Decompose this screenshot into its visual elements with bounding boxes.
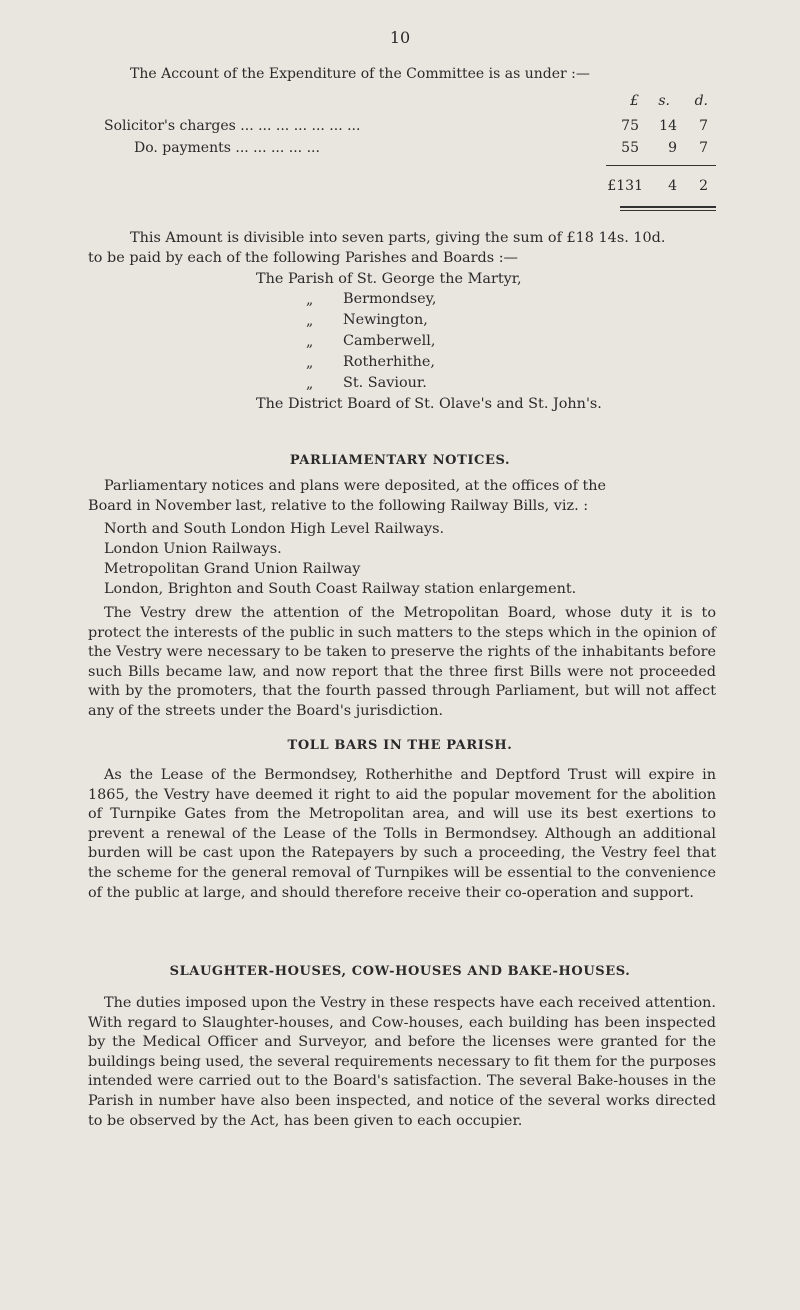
shillings-header: s.: [658, 93, 670, 109]
section-heading-toll-bars: TOLL BARS IN THE PARISH.: [287, 738, 513, 753]
parliamentary-text-line: Board in November last, relative to the following Railway Bills, viz. :: [88, 498, 589, 514]
ditto-mark: „: [306, 355, 314, 371]
expense-shillings: 9: [668, 140, 677, 156]
parish-item: The Parish of St. George the Martyr,: [256, 271, 522, 287]
expense-shillings: 14: [659, 118, 677, 134]
division-text-line: to be paid by each of the following Parishes and Boards :—: [88, 250, 518, 266]
page-number: 10: [389, 28, 411, 47]
expense-pounds: 75: [621, 118, 639, 134]
section-heading-parliamentary: PARLIAMENTARY NOTICES.: [289, 453, 511, 468]
parliamentary-paragraph: [88, 604, 716, 722]
money-headers: [0, 93, 800, 113]
parliamentary-text-line: Parliamentary notices and plans were deposited, at the offices of the: [104, 478, 607, 494]
expense-pence: 7: [699, 118, 708, 134]
parish-item: Camberwell,: [343, 333, 436, 349]
expense-row: [0, 118, 800, 138]
total-double-rule-bottom: [620, 210, 716, 211]
total-pence: 2: [699, 178, 708, 194]
expense-label: Do. payments ... ... ... ... ...: [134, 140, 320, 156]
paragraph-text: The Vestry drew the attention of the Metropolitan Board, whose duty it is to protect the interests of the public in such matters to the steps which in the opinion of the Vestry were necessary to be taken to preserve the rights of the inhabitants before such Bills became law, and now report that the three first Bills were not proceeded with by the promoters, that the fourth passed through Parliament, but will not affect any of the streets under the Board's jurisdiction.: [88, 605, 716, 719]
railway-bill-item: Metropolitan Grand Union Railway: [104, 561, 361, 577]
district-board: The District Board of St. Olave's and St. John's.: [256, 396, 602, 412]
toll-bars-paragraph: [88, 766, 716, 903]
total-double-rule-top: [620, 206, 716, 208]
expense-row: [0, 140, 800, 160]
paragraph-text: The duties imposed upon the Vestry in these respects have each received attention. With regard to Slaughter-houses, and Cow-houses, each building has been inspected by the Medical Officer and Surveyor, and before the licenses were granted for the buildings being used, the several requirements necessary to fit them for the purposes intended were carried out to the Board's satisfaction. The several Bake-houses in the Parish in number have also been inspected, and notice of the several works directed to be observed by the Act, has been given to each occupier.: [88, 995, 716, 1129]
ditto-mark: „: [306, 334, 314, 350]
expenditure-intro: The Account of the Expenditure of the Committee is as under :—: [130, 66, 590, 82]
expense-pence: 7: [699, 140, 708, 156]
expense-pounds: 55: [621, 140, 639, 156]
parish-item: Newington,: [343, 312, 428, 328]
section-heading-slaughter-houses: SLAUGHTER-HOUSES, COW-HOUSES AND BAKE-HOUSES.: [169, 964, 631, 979]
parish-item: Rotherhithe,: [343, 354, 435, 370]
ditto-mark: „: [306, 376, 314, 392]
ditto-mark: „: [306, 313, 314, 329]
subtotal-rule: [606, 165, 716, 166]
railway-bill-item: London, Brighton and South Coast Railway station enlargement.: [104, 581, 577, 597]
expense-label: Solicitor's charges ... ... ... ... ... ... ...: [104, 118, 361, 134]
ditto-mark: „: [306, 292, 314, 308]
railway-bill-item: London Union Railways.: [104, 541, 282, 557]
pounds-header: £: [630, 93, 639, 109]
parish-item: St. Saviour.: [343, 375, 427, 391]
parish-item: Bermondsey,: [343, 291, 437, 307]
railway-bill-item: North and South London High Level Railways.: [104, 521, 445, 537]
total-shillings: 4: [668, 178, 677, 194]
division-text-line: This Amount is divisible into seven parts, giving the sum of £18 14s. 10d.: [130, 230, 666, 246]
expense-total: [0, 178, 800, 198]
paragraph-text: As the Lease of the Bermondsey, Rotherhithe and Deptford Trust will expire in 1865, the Vestry have deemed it right to aid the popular movement for the abolition of Turnpike Gates from the Metropolitan area, and will use its best exertions to prevent a renewal of the Lease of the Tolls in Bermondsey. Although an additional burden will be cast upon the Ratepayers by such a proceeding, the Vestry feel that the scheme for the general removal of Turnpikes will be essential to the convenience of the public at large, and should therefore receive their co-operation and support.: [88, 767, 716, 901]
pence-header: d.: [694, 93, 708, 109]
slaughter-houses-paragraph: [88, 994, 716, 1131]
total-pounds: £131: [607, 178, 643, 194]
